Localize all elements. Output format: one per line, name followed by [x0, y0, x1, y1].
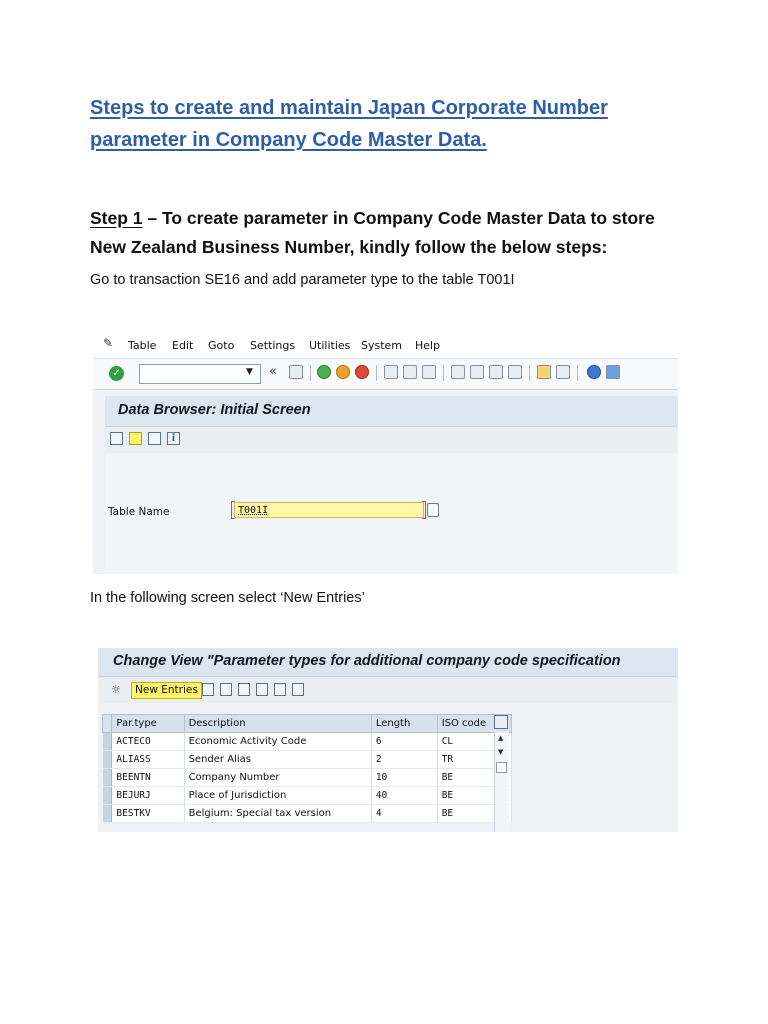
sap-menu-bar [93, 332, 678, 359]
last-page-icon[interactable] [508, 365, 522, 379]
column-settings-icon[interactable] [494, 715, 508, 729]
cell-par-type[interactable]: ACTECO [112, 733, 184, 751]
display-change-icon[interactable]: ☼ [111, 683, 121, 696]
create-session-icon[interactable] [537, 365, 551, 379]
column-header-length[interactable]: Length [371, 715, 437, 733]
cell-description[interactable]: Place of Jurisdiction [184, 787, 371, 805]
toolbar-separator [310, 365, 311, 381]
row-selector[interactable] [103, 751, 112, 769]
table-row [103, 805, 512, 823]
info-icon[interactable]: i [167, 432, 180, 445]
cell-iso-code[interactable]: CL [437, 733, 511, 751]
cell-iso-code[interactable]: BE [437, 769, 511, 787]
row-selector[interactable] [103, 769, 112, 787]
table-name-input[interactable] [234, 502, 424, 518]
parameter-types-table [102, 714, 512, 823]
back-icon[interactable] [317, 365, 331, 379]
cell-par-type[interactable]: ALIASS [112, 751, 184, 769]
step-label: Step 1 [90, 208, 143, 228]
undo-change-icon[interactable] [238, 683, 250, 696]
copy-as-icon[interactable] [202, 683, 214, 696]
menu-item-goto[interactable]: Goto [208, 339, 235, 352]
print-icon[interactable] [384, 365, 398, 379]
change-view-toolbar [98, 677, 678, 703]
row-selector-header[interactable] [103, 715, 112, 733]
layout-menu-icon[interactable] [606, 365, 620, 379]
column-header-par-type[interactable]: Par.type [112, 715, 184, 733]
step-heading-line-2: New Zealand Business Number, kindly follow the below steps: [90, 237, 608, 257]
cell-length[interactable]: 6 [371, 733, 437, 751]
save-icon[interactable] [289, 365, 303, 379]
row-selector[interactable] [103, 805, 112, 823]
sap-standard-toolbar [93, 359, 678, 390]
collapse-arrows-icon[interactable]: « [269, 364, 277, 379]
first-page-icon[interactable] [451, 365, 465, 379]
toolbar-separator [529, 365, 530, 381]
new-entries-button[interactable]: New Entries [131, 682, 202, 699]
toolbar-separator [376, 365, 377, 381]
instruction-paragraph-1: Go to transaction SE16 and add parameter type to the table T001I [90, 272, 515, 288]
menu-item-settings[interactable]: Settings [250, 339, 296, 352]
cell-description[interactable]: Sender Alias [184, 751, 371, 769]
cell-par-type[interactable]: BESTKV [112, 805, 184, 823]
cell-length[interactable]: 10 [371, 769, 437, 787]
menu-item-edit[interactable]: Edit [172, 339, 194, 352]
field-focus-mark-right [422, 501, 426, 519]
change-view-title-bar [98, 648, 678, 677]
command-dropdown-icon[interactable]: ▼ [246, 367, 253, 377]
toolbar-separator [577, 365, 578, 381]
cell-iso-code[interactable]: BE [437, 787, 511, 805]
scroll-thumb[interactable] [496, 762, 507, 773]
document-title-line-1: Steps to create and maintain Japan Corporate Number [90, 97, 608, 119]
deselect-all-icon[interactable] [292, 683, 304, 696]
create-shortcut-icon[interactable] [556, 365, 570, 379]
cell-par-type[interactable]: BEENTN [112, 769, 184, 787]
enter-check-icon[interactable]: ✓ [109, 366, 124, 381]
cancel-icon[interactable] [355, 365, 369, 379]
menu-item-system[interactable]: System [361, 339, 403, 352]
screen-title-bar [105, 396, 678, 427]
document-title-line-2: parameter in Company Code Master Data. [90, 129, 487, 151]
step-heading [90, 204, 730, 262]
scroll-up-icon[interactable]: ▲ [498, 734, 504, 742]
row-selector[interactable] [103, 787, 112, 805]
table-row [103, 769, 512, 787]
sap-change-view-screenshot [98, 648, 678, 832]
help-icon[interactable] [587, 365, 601, 379]
find-next-icon[interactable] [422, 365, 436, 379]
document-title [90, 92, 690, 156]
table-row [103, 751, 512, 769]
row-selector[interactable] [103, 733, 112, 751]
cell-length[interactable]: 40 [371, 787, 437, 805]
previous-page-icon[interactable] [470, 365, 484, 379]
change-view-title: Change View "Parameter types for additional company code specification [113, 653, 621, 669]
sap-se16-screenshot [93, 332, 678, 574]
menu-item-utilities[interactable]: Utilities [309, 339, 351, 352]
scroll-down-icon[interactable]: ▼ [498, 748, 504, 756]
cell-par-type[interactable]: BEJURJ [112, 787, 184, 805]
step-heading-line-1: – To create parameter in Company Code Master Data to store [142, 208, 655, 228]
application-toolbar [105, 427, 678, 453]
next-page-icon[interactable] [489, 365, 503, 379]
menu-item-table[interactable]: Table [128, 339, 157, 352]
select-all-icon[interactable] [256, 683, 268, 696]
table-name-label: Table Name [108, 506, 170, 518]
menu-expand-icon[interactable]: ✎ [103, 336, 114, 350]
toolbar-separator [443, 365, 444, 381]
cell-length[interactable]: 2 [371, 751, 437, 769]
number-of-entries-icon[interactable] [148, 432, 161, 445]
menu-item-help[interactable]: Help [415, 339, 441, 352]
cell-length[interactable]: 4 [371, 805, 437, 823]
table-scrollbar[interactable] [494, 732, 509, 832]
cell-iso-code[interactable]: BE [437, 805, 511, 823]
table-contents-icon[interactable] [110, 432, 123, 445]
column-header-iso-code[interactable]: ISO code [437, 715, 511, 733]
command-field[interactable] [139, 364, 261, 384]
value-help-icon[interactable] [427, 503, 439, 517]
select-block-icon[interactable] [274, 683, 286, 696]
table-name-value: T001I [238, 505, 269, 516]
table-row [103, 733, 512, 751]
table-row [103, 787, 512, 805]
exit-icon[interactable] [336, 365, 350, 379]
cell-description[interactable]: Economic Activity Code [184, 733, 371, 751]
new-document-icon[interactable] [129, 432, 142, 445]
cell-description[interactable]: Belgium: Special tax version [184, 805, 371, 823]
column-header-description[interactable]: Description [184, 715, 371, 733]
delete-icon[interactable] [220, 683, 232, 696]
screen-title: Data Browser: Initial Screen [118, 402, 311, 418]
find-icon[interactable] [403, 365, 417, 379]
cell-iso-code[interactable]: TR [437, 751, 511, 769]
instruction-paragraph-2: In the following screen select ‘New Entries’ [90, 590, 365, 606]
table-header-row [103, 715, 512, 733]
cell-description[interactable]: Company Number [184, 769, 371, 787]
